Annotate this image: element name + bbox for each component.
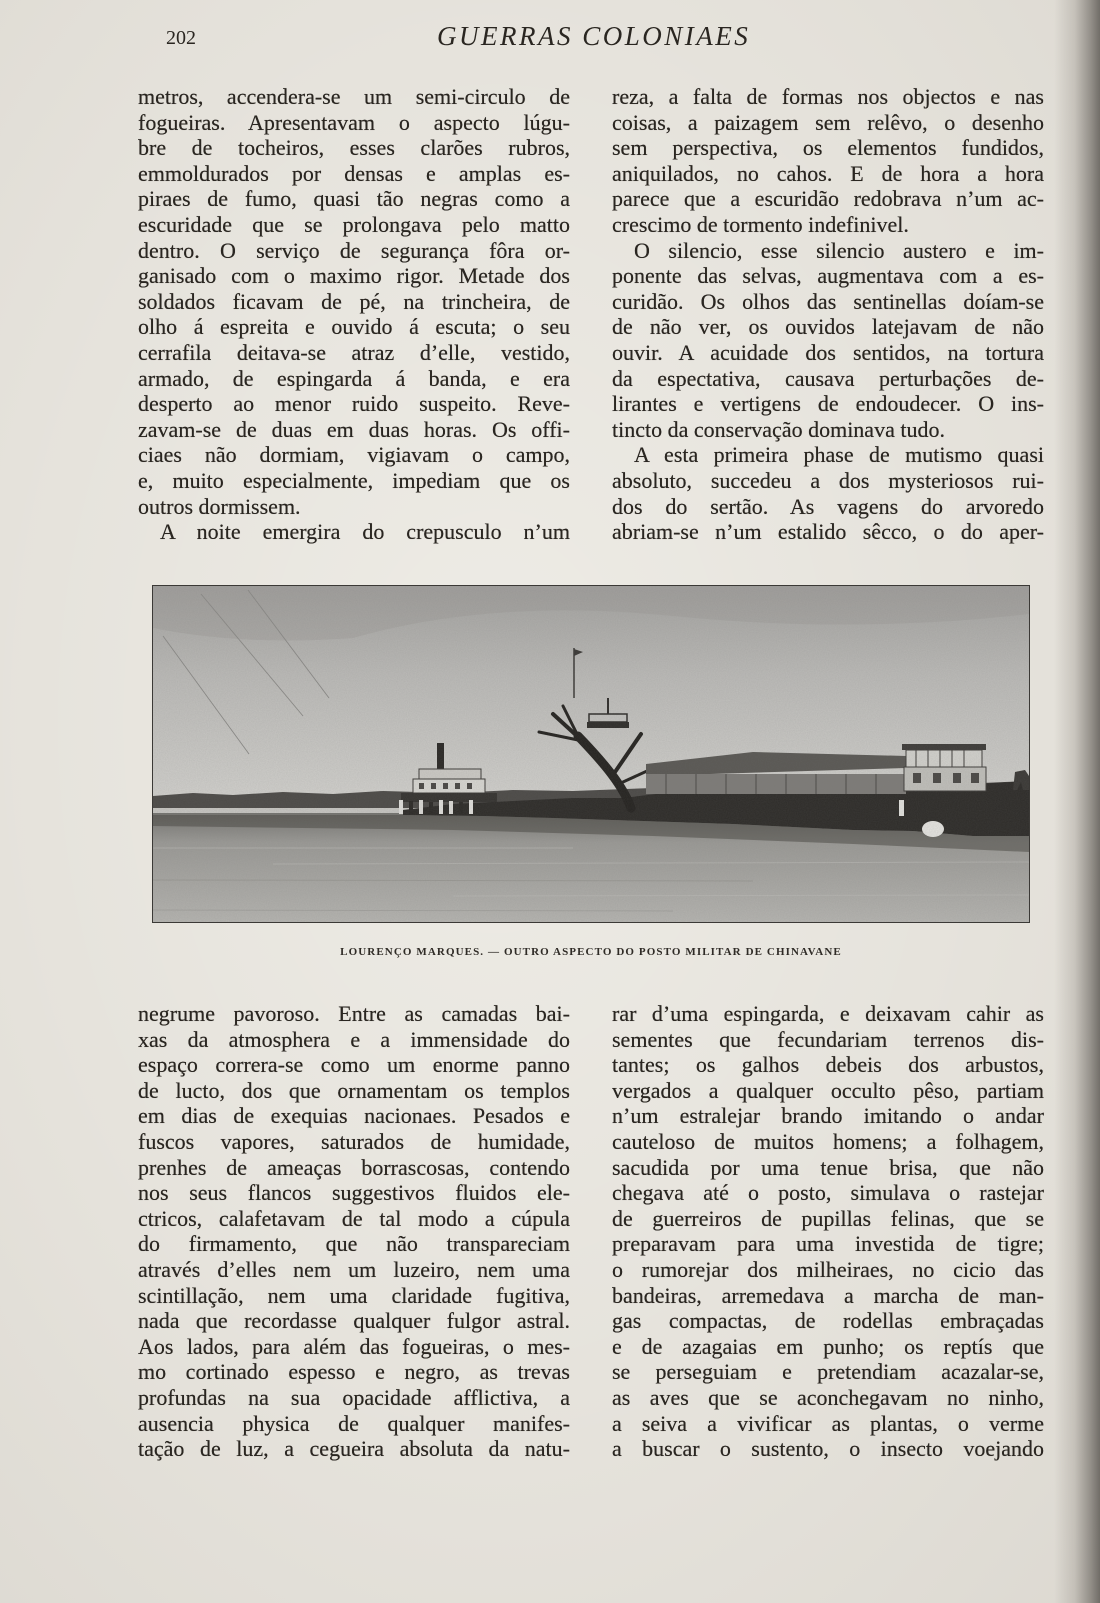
text-line: desperto ao menor ruido suspeito. Reve- <box>138 391 570 417</box>
text-line: bre de tocheiros, esses clarões rubros, <box>138 135 570 161</box>
text-line: tincto da conservação dominava tudo. <box>612 416 945 442</box>
text-line: profundas na sua opacidade afflictiva, a <box>138 1384 570 1410</box>
text-column-bottom-left <box>138 1001 570 1462</box>
text-line: outros dormissem. <box>138 493 301 519</box>
text-line: negrume pavoroso. Entre as camadas bai- <box>138 1001 570 1026</box>
text-line: Aos lados, para além das fogueiras, o mes- <box>138 1333 570 1359</box>
text-line: fogueiras. Apresentavam o aspecto lúgu- <box>138 109 570 135</box>
text-line: absoluto, succedeu a dos mysteriosos rui- <box>612 467 1044 493</box>
text-line: abriam-se n’um estalido sêcco, o do aper- <box>612 519 1044 545</box>
text-line: se perseguiam e pretendiam acazalar-se, <box>612 1359 1044 1385</box>
photo-grain <box>153 586 1029 922</box>
text-line: emmoldurados por densas e amplas es- <box>138 160 570 186</box>
text-line: nos seus flancos suggestivos fluidos ele- <box>138 1180 570 1206</box>
text-line: dos do sertão. As vagens do arvoredo <box>612 493 1044 519</box>
text-line: rar d’uma espingarda, e deixavam cahir as <box>612 1001 1044 1026</box>
text-line: reza, a falta de formas nos objectos e nas <box>612 84 1044 109</box>
text-line: parece que a escuridão redobrava n’um ac- <box>612 186 1044 212</box>
text-column-top-left <box>138 84 570 545</box>
text-line: dentro. O serviço de segurança fôra or- <box>138 237 570 263</box>
text-line: de lucto, dos que ornamentam os templos <box>138 1077 570 1103</box>
text-line: prenhes de ameaças borrascosas, contendo <box>138 1154 570 1180</box>
text-line: aniquilados, no cahos. E de hora a hora <box>612 160 1044 186</box>
text-line: O silencio, esse silencio austero e im- <box>634 237 1044 263</box>
text-line: olho á espreita e ouvido á escuta; o seu <box>138 314 570 340</box>
text-line: ctricos, calafetavam de tal modo a cúpula <box>138 1205 570 1231</box>
text-line: n’um estralejar brando imitando o andar <box>612 1103 1044 1129</box>
text-line: a buscar o sustento, o insecto voejando <box>612 1436 1044 1462</box>
text-line: sementes que fecundariam terrenos dis- <box>612 1026 1044 1052</box>
text-line: através d’elles nem um luzeiro, nem uma <box>138 1256 570 1282</box>
text-line: cauteloso de muitos homens; a folhagem, <box>612 1128 1044 1154</box>
text-line: crescimo de tormento indefinivel. <box>612 211 909 237</box>
text-line: escuridade que se prolongava pelo matto <box>138 211 570 237</box>
text-line: piraes de fumo, quasi tão negras como a <box>138 186 570 212</box>
text-line: sem perspectiva, os elementos fundidos, <box>612 135 1044 161</box>
text-line: A esta primeira phase de mutismo quasi <box>634 442 1044 468</box>
text-line: ponente das selvas, augmentava com a es- <box>612 263 1044 289</box>
figure-caption: LOURENÇO MARQUES. — OUTRO ASPECTO DO POSTO MILITAR DE CHINAVANE <box>340 946 842 958</box>
text-line: curidão. Os olhos das sentinellas doíam-se <box>612 288 1044 314</box>
text-line: e de azagaias em punho; os reptís que <box>612 1333 1044 1359</box>
text-line: da espectativa, causava perturbações de- <box>612 365 1044 391</box>
text-line: cerrafila deitava-se atraz d’elle, vestido, <box>138 339 570 365</box>
text-line: ausencia physica de qualquer manifes- <box>138 1410 570 1436</box>
text-line: fuscos vapores, saturados de humidade, <box>138 1128 570 1154</box>
text-line: soldados ficavam de pé, na trincheira, de <box>138 288 570 314</box>
text-line: preparavam para uma investida de tigre; <box>612 1231 1044 1257</box>
text-line: gas compactas, de rodellas embraçadas <box>612 1308 1044 1334</box>
text-line: lirantes e vertigens de endoudecer. O ins- <box>612 391 1044 417</box>
text-line: de guerreiros de pupillas felinas, que se <box>612 1205 1044 1231</box>
text-line: A noite emergira do crepusculo n’um <box>160 519 570 545</box>
text-line: ciaes não dormiam, vigiavam o campo, <box>138 442 570 468</box>
text-line: espaço correra-se como um enorme panno <box>138 1052 570 1078</box>
text-line: do firmamento, que não transpareciam <box>138 1231 570 1257</box>
text-line: coisas, a paizagem sem relêvo, o desenho <box>612 109 1044 135</box>
text-line: nada que recordasse qualquer fulgor astral. <box>138 1308 570 1334</box>
text-line: armado, de espingarda á banda, e era <box>138 365 570 391</box>
text-line: bandeiras, arremedava a marcha de man- <box>612 1282 1044 1308</box>
text-line: ouvir. A acuidade dos sentidos, na tortura <box>612 339 1044 365</box>
photograph-image <box>153 586 1029 922</box>
photograph <box>152 585 1030 923</box>
text-column-bottom-right <box>612 1001 1044 1462</box>
running-title: GUERRAS COLONIAES <box>437 21 751 51</box>
text-line: as aves que se aconchegavam no ninho, <box>612 1384 1044 1410</box>
text-line: scintillação, nem uma claridade fugitiva, <box>138 1282 570 1308</box>
text-line: vergados a qualquer occulto pêso, partiam <box>612 1077 1044 1103</box>
text-line: chegava até o posto, simulava o rastejar <box>612 1180 1044 1206</box>
text-line: e, muito especialmente, impediam que os <box>138 467 570 493</box>
text-line: sacudida por uma tenue brisa, que não <box>612 1154 1044 1180</box>
text-column-top-right <box>612 84 1044 545</box>
text-line: xas da atmosphera e a immensidade do <box>138 1026 570 1052</box>
text-line: o rumorejar dos milheiraes, no cicio das <box>612 1256 1044 1282</box>
text-line: zavam-se de duas em duas horas. Os offi- <box>138 416 570 442</box>
text-line: tação de luz, a cegueira absoluta da natu- <box>138 1436 570 1462</box>
text-line: de não ver, os ouvidos latejavam de não <box>612 314 1044 340</box>
page-gutter-shadow <box>1054 0 1100 1603</box>
page-number: 202 <box>166 27 196 49</box>
text-line: ganisado com o maximo rigor. Metade dos <box>138 263 570 289</box>
text-line: a seiva a vivificar as plantas, o verme <box>612 1410 1044 1436</box>
text-line: mo cortinado espesso e negro, as trevas <box>138 1359 570 1385</box>
text-line: tantes; os galhos debeis dos arbustos, <box>612 1052 1044 1078</box>
text-line: em dias de exequias nacionaes. Pesados e <box>138 1103 570 1129</box>
text-line: metros, accendera-se um semi-circulo de <box>138 84 570 109</box>
